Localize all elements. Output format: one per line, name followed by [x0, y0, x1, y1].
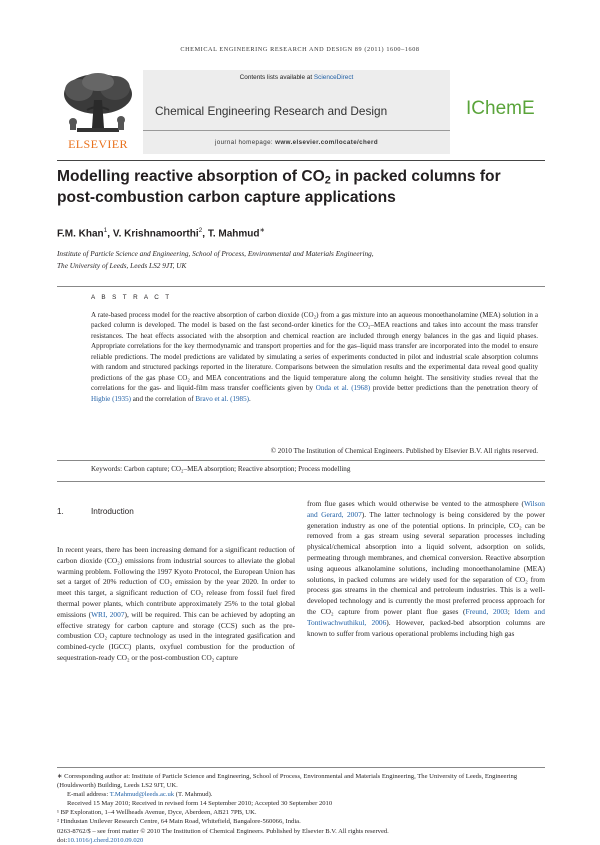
- ref-higbie-link[interactable]: Higbie (1935): [91, 394, 131, 403]
- footnotes: [57, 772, 545, 845]
- journal-info-box: [143, 70, 450, 154]
- abstract-copyright: © 2010 The Institution of Chemical Engineers. Published by Elsevier B.V. All rights reserved.: [270, 447, 538, 455]
- author-1-affil[interactable]: 1: [103, 227, 108, 234]
- section-title: Introduction: [91, 507, 134, 516]
- footnote-email: [57, 790, 545, 799]
- footnote-2: ² Hindustan Unilever Research Centre, 64 Main Road, Whitefield, Bangalore-560066, India.: [57, 818, 301, 826]
- ref-idem-link[interactable]: Idem and Tontiwachwuthikul, 2006: [307, 606, 545, 627]
- keywords: [91, 465, 538, 473]
- author-3-corresponding[interactable]: ∗: [259, 227, 265, 234]
- abstract-text-end: .: [249, 394, 251, 403]
- title-part-a: Modelling reactive absorption of CO: [57, 168, 325, 185]
- keywords-label: Keywords:: [91, 465, 123, 473]
- footnote-rule: [57, 767, 545, 768]
- contents-line: [143, 74, 450, 81]
- affiliation-line-1: Institute of Particle Science and Engineering, School of Process, Environmental and Materials Engineering,: [57, 249, 374, 258]
- footnote-doi: [57, 836, 545, 845]
- section-number: 1.: [57, 507, 64, 516]
- title-line-2: post-combustion carbon capture applications: [57, 189, 396, 206]
- abstract-text-main: A rate-based process model for the reactive absorption of carbon dioxide (CO₂) from a gas mixture into an aqueous monoethanolamine (MEA) solution in a packed column is developed. The model is based on the fast second-order kinetics for the CO₂–MEA reactions and takes into account the mass transfer resistances. The heat effects associated with the absorption and chemical reaction are included through energy balances in the gas and liquid phases. Appropriate correlations for the key thermodynamic and transport properties and for the gas–liquid mass transfer are incorporated into the model to ensure reliable predictions. The model predictions are validated by simulating a series of experiments conducted in pilot and industrial scale absorption columns with random and structured packings reported in the literature. Comparisons between the simulation results and the experimental data reveal good quality predictions of the gas phase CO₂ and MEA concentrations and the liquid temperature along the column height. The sensitivity studies reveal that the correlations for the gas- and liquid-film mass transfer coefficients given by: [91, 311, 538, 393]
- author-sep-2: ,: [202, 228, 208, 240]
- doi-prefix: doi:: [57, 836, 68, 844]
- ref-freund-link[interactable]: Freund, 2003: [465, 606, 508, 616]
- intro-right-text-3: ). However, packed-bed absorption columns are known to suffer from various operational problems including high gas: [307, 617, 546, 638]
- header-rule: [57, 160, 545, 161]
- affiliation-line-2: The University of Leeds, Leeds LS2 9JT, UK: [57, 260, 187, 270]
- abstract-top-rule: [57, 286, 545, 287]
- ref-separator: ;: [507, 606, 515, 616]
- intro-left-column: [57, 545, 295, 664]
- footnote-issn: 0263-8762/$ – see front matter © 2010 The Institution of Chemical Engineers. Published by Elsevier B.V. All rights reserved.: [57, 827, 389, 835]
- journal-homepage: [143, 139, 450, 146]
- intro-right-text-1: from flue gases which would otherwise be vented to the atmosphere (: [307, 499, 524, 508]
- abstract-heading: A B S T R A C T: [91, 294, 172, 301]
- homepage-url-link[interactable]: www.elsevier.com/locate/cherd: [275, 139, 379, 146]
- abstract-bottom-rule: [57, 481, 545, 482]
- elsevier-wordmark: ELSEVIER: [68, 137, 128, 151]
- running-head: CHEMICAL ENGINEERING RESEARCH AND DESIGN 89 (2011) 1600–1608: [180, 46, 420, 53]
- ref-onda-link[interactable]: Onda et al. (1968): [315, 384, 371, 393]
- email-link[interactable]: T.Mahmud@leeds.ac.uk: [109, 791, 175, 799]
- contents-prefix: Contents lists available at: [239, 74, 314, 81]
- intro-right-text-2: ). The latter technology is being considered by the power generation industry as one of the potential options. In principle, CO₂ can be removed from a gas stream using several separation processes including physical/chemical absorption into a liquid solvent, adsorption on solids, permeating through membranes, and chemical conversion. Reactive absorption using aqueous alkanolamine solutions, including monoethanolamine (MEA) solutions, in packed columns are widely used for the separation of CO₂ from process gas streams in the chemical and petroleum industries. This is a well-developed technology and is currently the most preferred process approach for the CO₂ capture from power plant flue gases (: [307, 509, 545, 616]
- journal-banner: [57, 70, 545, 154]
- email-prefix: E-mail address:: [67, 791, 110, 799]
- author-sep-1: ,: [107, 228, 113, 240]
- article-title: [57, 166, 545, 208]
- email-suffix: (T. Mahmud).: [174, 791, 213, 799]
- abstract-body: [91, 310, 538, 404]
- intro-left-text-1: In recent years, there has been increasing demand for a significant reduction of carbon dioxide (CO₂) emissions from industrial sources to alleviate the global warming problem. Following the 1997 Kyoto Protocol, the European Union has set a target of 20% reduction of CO₂ emission by the year 2020. In order to meet this target, a significant reduction of CO₂ release from fossil fuel fired thermal power plants, which contribute approximately 25% to the total global emissions (: [57, 545, 295, 619]
- elsevier-tree-icon: [57, 70, 139, 136]
- keywords-list: Carbon capture; CO₂–MEA absorption; Reactive absorption; Process modelling: [123, 465, 351, 473]
- author-2-affil[interactable]: 2: [198, 227, 203, 234]
- keywords-rule: [57, 460, 545, 461]
- journal-title[interactable]: Chemical Engineering Research and Design: [155, 104, 388, 118]
- abstract-text-mid2: and the correlation of: [131, 394, 196, 403]
- intro-right-column: [307, 499, 545, 639]
- affiliation: [57, 248, 545, 271]
- banner-divider: [143, 130, 450, 131]
- homepage-prefix: journal homepage:: [214, 139, 276, 146]
- footnote-received-dates: Received 15 May 2010; Received in revised form 14 September 2010; Accepted 30 September 2010: [67, 800, 333, 808]
- author-1[interactable]: F.M. Khan: [57, 228, 104, 240]
- doi-link[interactable]: 10.1016/j.cherd.2010.09.020: [67, 836, 144, 844]
- ref-wri-link[interactable]: WRI, 2007: [91, 609, 125, 619]
- author-3[interactable]: T. Mahmud: [207, 228, 260, 240]
- intro-left-text-2: ), will be required. This can be achieved by adopting an effective strategy for carbon capture and storage (CCS) such as the pre-combustion CO₂ capture technology as used in the integrated gasification and combined-cycle (IGCC) plants, oxyfuel combustion for the production of sequestration-ready CO₂ or the post-combustion CO₂ capture: [57, 609, 296, 662]
- footnote-1: ¹ BP Exploration, 1–4 Wellheads Avenue, Dyce, Aberdeen, AB21 7PB, UK.: [57, 809, 257, 817]
- icheme-logo[interactable]: IChemE: [466, 98, 535, 119]
- title-subscript: 2: [324, 174, 331, 187]
- elsevier-logo[interactable]: [57, 70, 139, 154]
- title-part-b: in packed columns for: [330, 168, 501, 185]
- footnote-corresponding: ∗ Corresponding author at: Institute of Particle Science and Engineering, School of Process, Environmental and Materials Engineering, The University of Leeds, Engineering (Houldsworth) Building, Leeds LS2 9JT, UK.: [57, 773, 518, 790]
- sciencedirect-link[interactable]: ScienceDirect: [313, 74, 354, 81]
- ref-wilson-link[interactable]: Wilson and Gerard, 2007: [307, 499, 545, 519]
- author-list: [57, 226, 545, 239]
- abstract-text-mid1: provide better predictions than the penetration theory of: [370, 384, 539, 393]
- ref-bravo-link[interactable]: Bravo et al. (1985): [195, 394, 250, 403]
- section-heading-introduction: [57, 507, 295, 516]
- author-2[interactable]: V. Krishnamoorthi: [112, 228, 199, 240]
